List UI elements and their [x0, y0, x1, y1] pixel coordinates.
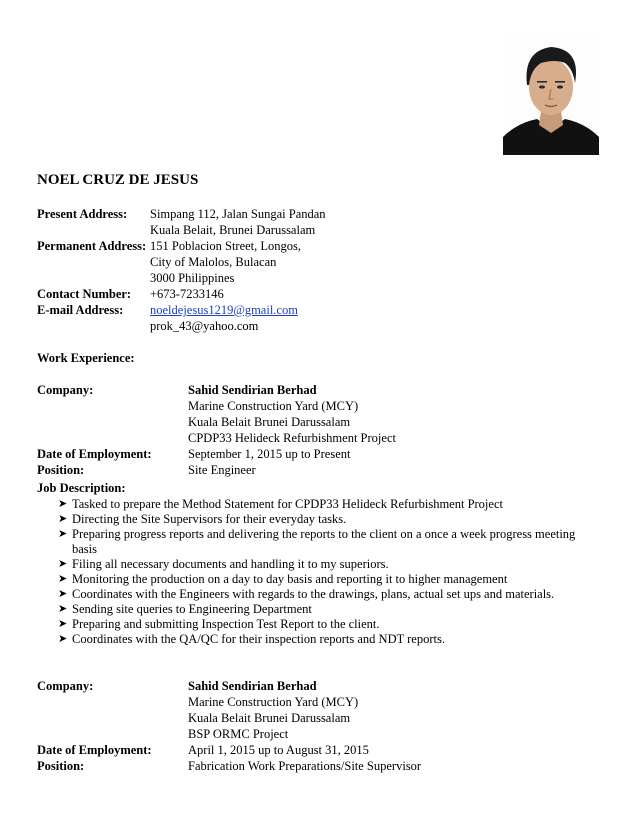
position-label: Position:	[37, 463, 85, 477]
profile-photo	[503, 33, 599, 155]
person-photo-icon	[503, 33, 599, 155]
duty-text: Monitoring the production on a day to day basis and reporting it to higher management	[72, 572, 508, 586]
position-label: Position:	[37, 759, 85, 773]
arrow-bullet-icon: ➤	[58, 528, 68, 540]
position-title: Fabrication Work Preparations/Site Supervisor	[188, 759, 422, 773]
company-detail: Marine Construction Yard (MCY)	[188, 695, 359, 709]
list-item	[58, 572, 598, 587]
list-item	[58, 557, 598, 572]
list-item	[58, 587, 598, 602]
permanent-address-line: 3000 Philippines	[150, 271, 235, 285]
permanent-address-line: City of Malolos, Bulacan	[150, 255, 277, 269]
email-secondary: prok_43@yahoo.com	[150, 319, 259, 333]
email-label: E-mail Address:	[37, 303, 124, 317]
company-detail: Kuala Belait Brunei Darussalam	[188, 711, 351, 725]
company-name: Sahid Sendirian Berhad	[188, 679, 317, 693]
list-item	[58, 632, 598, 647]
duty-text: Coordinates with the QA/QC for their inspection reports and NDT reports.	[72, 632, 445, 646]
employment-date-label: Date of Employment:	[37, 743, 152, 757]
company-label: Company:	[37, 679, 94, 693]
email-link[interactable]: noeldejesus1219@gmail.com	[150, 303, 298, 317]
job-description-list	[58, 497, 598, 647]
arrow-bullet-icon: ➤	[58, 618, 68, 630]
present-address-line: Kuala Belait, Brunei Darussalam	[150, 223, 316, 237]
duty-text: Directing the Site Supervisors for their everyday tasks.	[72, 512, 347, 526]
duty-text: Preparing and submitting Inspection Test Report to the client.	[72, 617, 380, 631]
company-detail: BSP ORMC Project	[188, 727, 289, 741]
contact-number: +673-7233146	[150, 287, 224, 301]
employment-date: April 1, 2015 up to August 31, 2015	[188, 743, 369, 757]
arrow-bullet-icon: ➤	[58, 513, 68, 525]
company-detail: CPDP33 Helideck Refurbishment Project	[188, 431, 396, 445]
contact-number-label: Contact Number:	[37, 287, 132, 301]
job-description-heading: Job Description:	[37, 481, 126, 495]
employment-date: September 1, 2015 up to Present	[188, 447, 351, 461]
duty-text: Tasked to prepare the Method Statement for CPDP33 Helideck Refurbishment Project	[72, 497, 503, 511]
position-title: Site Engineer	[188, 463, 256, 477]
list-item	[58, 617, 598, 632]
applicant-name: NOEL CRUZ DE JESUS	[37, 172, 199, 188]
present-address-label: Present Address:	[37, 207, 128, 221]
arrow-bullet-icon: ➤	[58, 573, 68, 585]
duty-text: Filing all necessary documents and handling it to my superiors.	[72, 557, 389, 571]
company-name: Sahid Sendirian Berhad	[188, 383, 317, 397]
arrow-bullet-icon: ➤	[58, 558, 68, 570]
employment-date-label: Date of Employment:	[37, 447, 152, 461]
arrow-bullet-icon: ➤	[58, 498, 68, 510]
present-address-line: Simpang 112, Jalan Sungai Pandan	[150, 207, 326, 221]
arrow-bullet-icon: ➤	[58, 588, 68, 600]
duty-text: Coordinates with the Engineers with regards to the drawings, plans, actual set ups and materials.	[72, 587, 555, 601]
list-item	[58, 527, 598, 557]
arrow-bullet-icon: ➤	[58, 633, 68, 645]
duty-text: Sending site queries to Engineering Department	[72, 602, 312, 616]
duty-text: Preparing progress reports and delivering the reports to the client on a once a week progress meeting basis	[72, 527, 576, 556]
arrow-bullet-icon: ➤	[58, 603, 68, 615]
company-detail: Marine Construction Yard (MCY)	[188, 399, 359, 413]
list-item	[58, 602, 598, 617]
permanent-address-label: Permanent Address:	[37, 239, 147, 253]
permanent-address-line: 151 Poblacion Street, Longos,	[150, 239, 302, 253]
work-experience-heading: Work Experience:	[37, 351, 135, 365]
company-detail: Kuala Belait Brunei Darussalam	[188, 415, 351, 429]
list-item	[58, 512, 598, 527]
company-label: Company:	[37, 383, 94, 397]
list-item	[58, 497, 598, 512]
